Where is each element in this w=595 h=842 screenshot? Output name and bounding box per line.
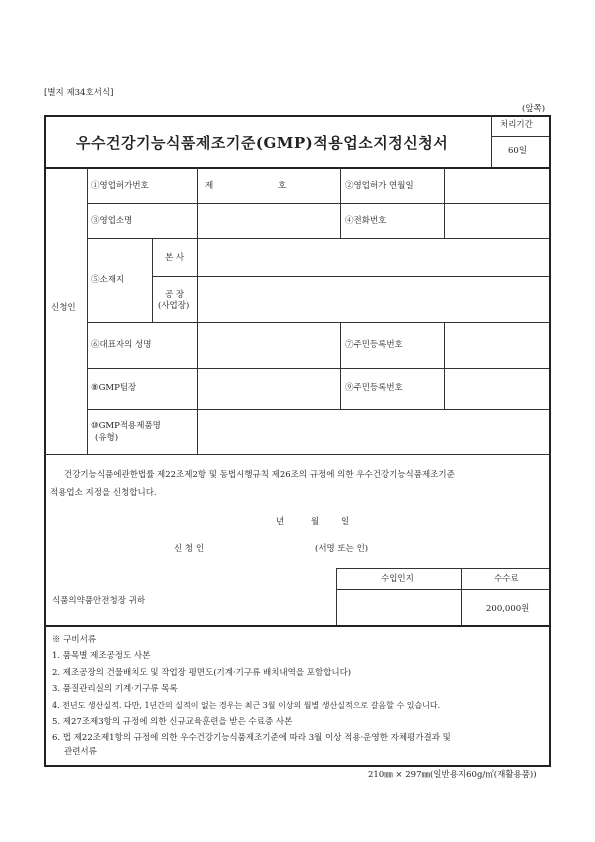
statement-line-2: 적용업소 지정을 신청합니다. [50,488,157,498]
document-item: 3. 품질관리실의 기계·기구류 목록 [52,684,178,694]
row-rule-3 [87,322,549,323]
form-title: 우수건강기능식품제조기준(GMP)적용업소지정신청서 [76,134,449,152]
representative-id-label: ⑦주민등록번호 [345,340,403,350]
document-item: 2. 제조공장의 건물배치도 및 작업장 평면도(기계·기구류 배치내역을 포함합니다) [52,668,352,678]
recipient: 식품의약품안전청장 귀하 [52,596,146,606]
applicant-section-bottom [44,454,551,455]
fee-label: 수수료 [494,574,519,584]
processing-label: 처리기간 [500,120,533,130]
processing-divider [491,115,492,167]
col-rule-f [444,322,445,409]
row-rule-1 [87,203,549,204]
processing-value: 60일 [508,146,528,156]
representative-name-label: ⑥대표자의 성명 [91,340,152,350]
signer-sign-note: (서명 또는 인) [315,544,369,554]
col-rule-location [152,238,153,322]
document-item: 5. 제27조제3항의 규정에 의한 신규교육훈련을 받은 수료증 사본 [52,717,293,727]
document-item: 1. 품목별 제조공정도 사본 [52,651,151,661]
signer-label: 신 청 인 [174,544,205,554]
license-number-label: ①영업허가번호 [91,181,149,191]
documents-top-rule [44,625,551,627]
frame-bottom [44,765,551,767]
row-rule-2 [87,238,549,239]
phone-label: ④전화번호 [345,216,387,226]
fee-value: 200,000원 [486,604,530,614]
row-rule-5 [87,409,549,410]
applicant-column-divider [87,167,88,454]
stamp-label: 수입인지 [381,574,414,584]
license-number-prefix: 제 [205,181,214,191]
factory-label: 공 장 [165,290,185,300]
form-reference: [별지 제34호서식] [44,88,114,98]
row-rule-4 [87,368,549,369]
date-day: 일 [341,517,350,527]
gmp-product-type-label: (유형) [95,433,119,443]
col-rule-b [340,167,341,238]
fee-box-top [336,568,549,569]
applicant-label: 신청인 [51,303,76,313]
frame-left [44,115,46,767]
date-month: 월 [311,517,320,527]
page-side-note: (앞쪽) [522,104,546,114]
business-name-label: ③영업소명 [91,216,133,226]
documents-header: ※ 구비서류 [52,635,97,645]
col-rule-e [340,322,341,409]
license-number-suffix: 호 [278,181,287,191]
document-item: 4. 전년도 생산실적. 다만, 1년간의 실적이 없는 경우는 최근 3월 이상의 월별 생산실적으로 갈음할 수 있습니다. [52,701,441,710]
gmp-product-label: ⑩GMP적용제품명 [91,421,161,431]
fee-box-header-rule [336,589,549,590]
factory-sub-label: (사업장) [158,301,190,311]
col-rule-d [197,322,198,454]
frame-right [549,115,551,767]
col-rule-c [444,167,445,238]
document-item: 관련서류 [64,747,97,757]
row-rule-location [152,276,549,277]
fee-box-left [336,568,337,625]
gmp-manager-label: ⑧GMP팀장 [91,383,137,393]
title-bottom-rule [44,167,551,169]
col-rule-location-b [197,238,198,322]
processing-rule [491,136,549,137]
manager-id-label: ⑨주민등록번호 [345,383,403,393]
statement-line-1: 건강기능식품에관한법률 제22조제2항 및 동법시행규칙 제26조의 규정에 의한 우수건강기능식품제조기준 [64,470,455,480]
document-item: 6. 법 제22조제1항의 규정에 의한 우수건강기능식품제조기준에 따라 3월 이상 적용·운영한 자체평가결과 및 [52,733,451,743]
col-rule-a [197,167,198,238]
fee-box-middle [461,568,462,625]
location-label: ⑤소재지 [91,275,125,285]
date-year: 년 [276,517,285,527]
license-date-label: ②영업허가 연월일 [345,181,414,191]
frame-top [44,115,551,117]
head-office-label: 본 사 [165,253,185,263]
paper-spec-footer: 210㎜ × 297㎜(일반용지60g/㎡(재활용품)) [368,770,537,780]
